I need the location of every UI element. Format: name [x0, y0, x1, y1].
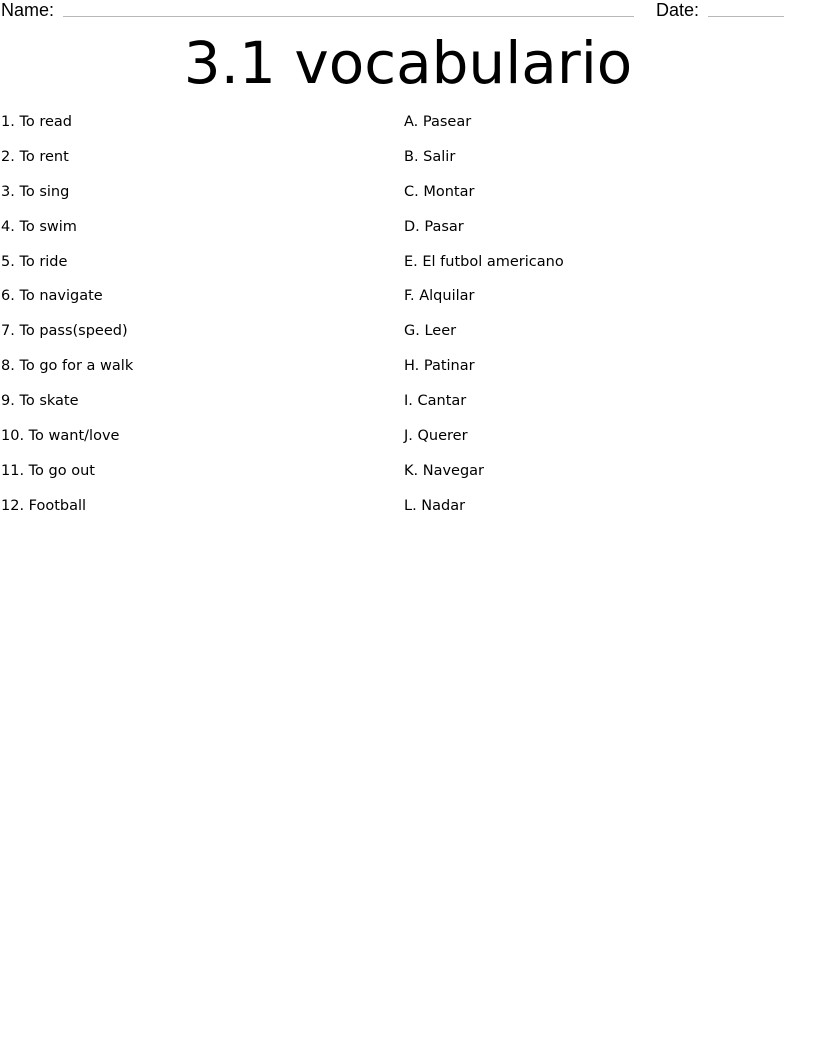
- question-item: 2. To rent: [1, 148, 69, 165]
- answer-item: B. Salir: [404, 148, 456, 165]
- date-blank-line[interactable]: [708, 16, 784, 17]
- question-item: 1. To read: [1, 114, 72, 130]
- answer-item: H. Patinar: [404, 358, 475, 375]
- answer-item: I. Cantar: [404, 393, 467, 410]
- answer-item: C. Montar: [404, 183, 475, 200]
- question-item: 5. To ride: [1, 253, 68, 270]
- page-title: 3.1 vocabulario: [183, 29, 633, 97]
- answer-item: G. Leer: [404, 323, 457, 340]
- answer-item: J. Querer: [404, 428, 468, 445]
- worksheet-header: [0, 0, 816, 22]
- answer-item: F. Alquilar: [404, 288, 475, 305]
- question-item: 7. To pass(speed): [1, 323, 128, 340]
- question-item: 6. To navigate: [1, 288, 103, 305]
- question-item: 12. Football: [1, 497, 87, 514]
- question-item: 11. To go out: [1, 462, 95, 479]
- answer-item: A. Pasear: [404, 114, 472, 130]
- question-item: 9. To skate: [1, 393, 79, 410]
- questions-list: [1, 112, 381, 531]
- answers-list: [404, 112, 804, 531]
- question-item: 3. To sing: [1, 183, 70, 200]
- answer-item: L. Nadar: [404, 497, 466, 514]
- name-label: Name:: [1, 0, 55, 20]
- answer-item: K. Navegar: [404, 462, 485, 479]
- question-item: 4. To swim: [1, 218, 77, 235]
- date-label: Date:: [656, 0, 700, 20]
- name-blank-line[interactable]: [63, 16, 634, 17]
- question-item: 10. To want/love: [1, 428, 120, 445]
- question-item: 8. To go for a walk: [1, 358, 134, 375]
- answer-item: D. Pasar: [404, 218, 464, 235]
- answer-item: E. El futbol americano: [404, 253, 564, 270]
